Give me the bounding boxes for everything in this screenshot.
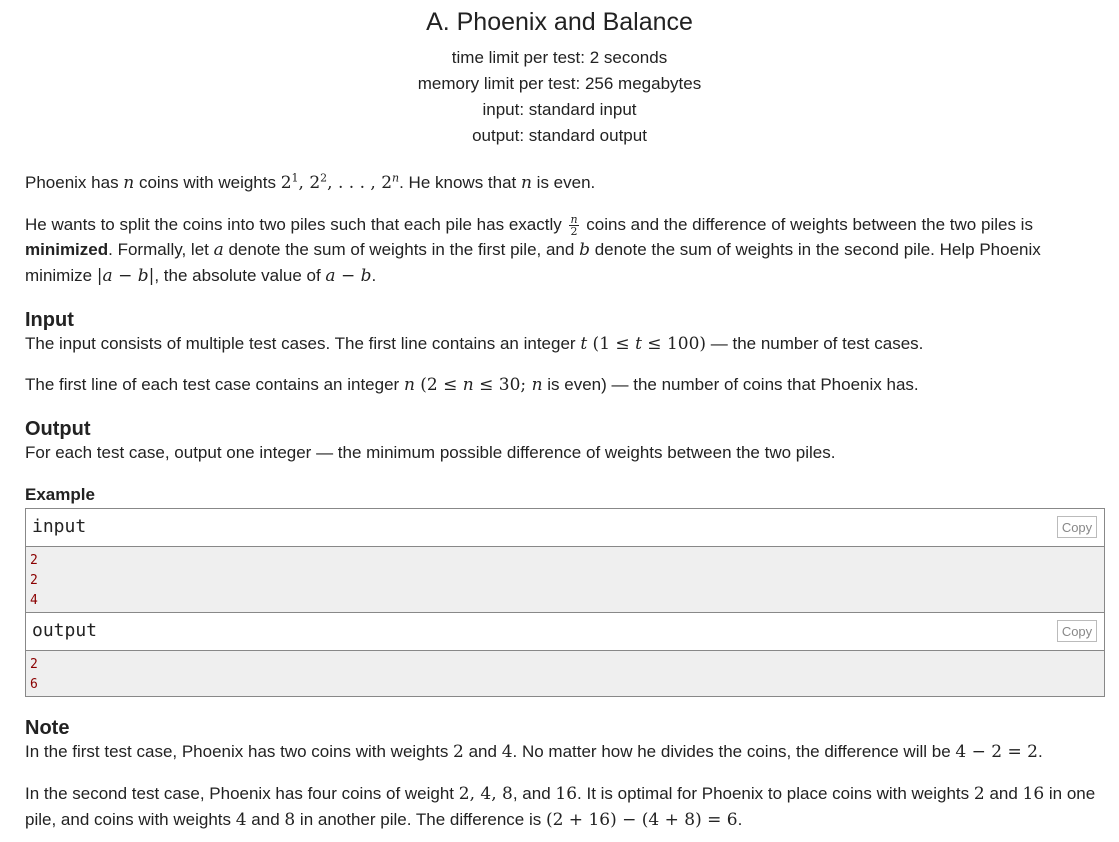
input-line: 2 (30, 553, 38, 568)
example-input-header (26, 509, 1104, 547)
output-line: 2 (30, 657, 38, 672)
example-input-label: input (32, 516, 87, 537)
time-limit: time limit per test: 2 seconds (451, 48, 668, 67)
example-input-content (26, 547, 1104, 611)
output-heading: Output (25, 418, 91, 440)
example-output-box (25, 612, 1105, 697)
note-heading: Note (25, 717, 70, 739)
input-spec: input: standard input (482, 100, 637, 119)
statement-paragraph-2: He wants to split the coins into two piles such that each pile has exactly $\frac{n}{2}$ coins and the difference of weights between the two piles is minimized. Formally, let a denote the sum of weights in the first pile, and b denote the sum of weights in the second pile. Help Phoenix minimize |a − b|, the absolute value of a − b. (25, 213, 1041, 287)
input-line-2: The first line of each test case contains an integer n (2 ≤ n ≤ 30; n is even) — the number of coins that Phoenix has. (25, 375, 919, 395)
example-heading: Example (25, 485, 95, 504)
memory-limit: memory limit per test: 256 megabytes (417, 74, 702, 93)
output-spec: output: standard output (472, 126, 647, 145)
input-line: 4 (30, 593, 38, 608)
example-output-label: output (32, 620, 98, 641)
note-paragraph-1: In the first test case, Phoenix has two coins with weights 2 and 4. No matter how he divides the coins, the difference will be 4 − 2 = 2. (25, 742, 1043, 762)
example-input-box (25, 508, 1105, 613)
example-output-header (26, 613, 1104, 651)
problem-header (0, 0, 1119, 149)
input-line-1: The input consists of multiple test cases. The first line contains an integer t (1 ≤ t ≤ 100) — the number of test cases. (25, 334, 924, 354)
statement-paragraph-1: Phoenix has n coins with weights $2^1$, $2^2$, . . . , 2$^n$. He knows that n is even. (25, 171, 596, 193)
copy-input-button[interactable]: Copy (1057, 516, 1097, 538)
output-description: For each test case, output one integer — the minimum possible difference of weights between the two piles. (25, 443, 836, 462)
emphasis-minimized: minimized (25, 240, 109, 260)
example-output-content (26, 651, 1104, 695)
input-heading: Input (25, 309, 74, 331)
output-line: 6 (30, 677, 38, 692)
problem-title: A. Phoenix and Balance (426, 8, 693, 36)
limits (0, 45, 1119, 149)
note-paragraph-2: In the second test case, Phoenix has four coins of weight 2, 4, 8, and 16. It is optimal for Phoenix to place coins with weights 2 and 16 in one pile, and coins with weights 4 and 8 in another pile. The difference is (2 + 16) − (4 + 8) = 6. (25, 784, 1096, 830)
input-line: 2 (30, 573, 38, 588)
copy-output-button[interactable]: Copy (1057, 620, 1097, 642)
